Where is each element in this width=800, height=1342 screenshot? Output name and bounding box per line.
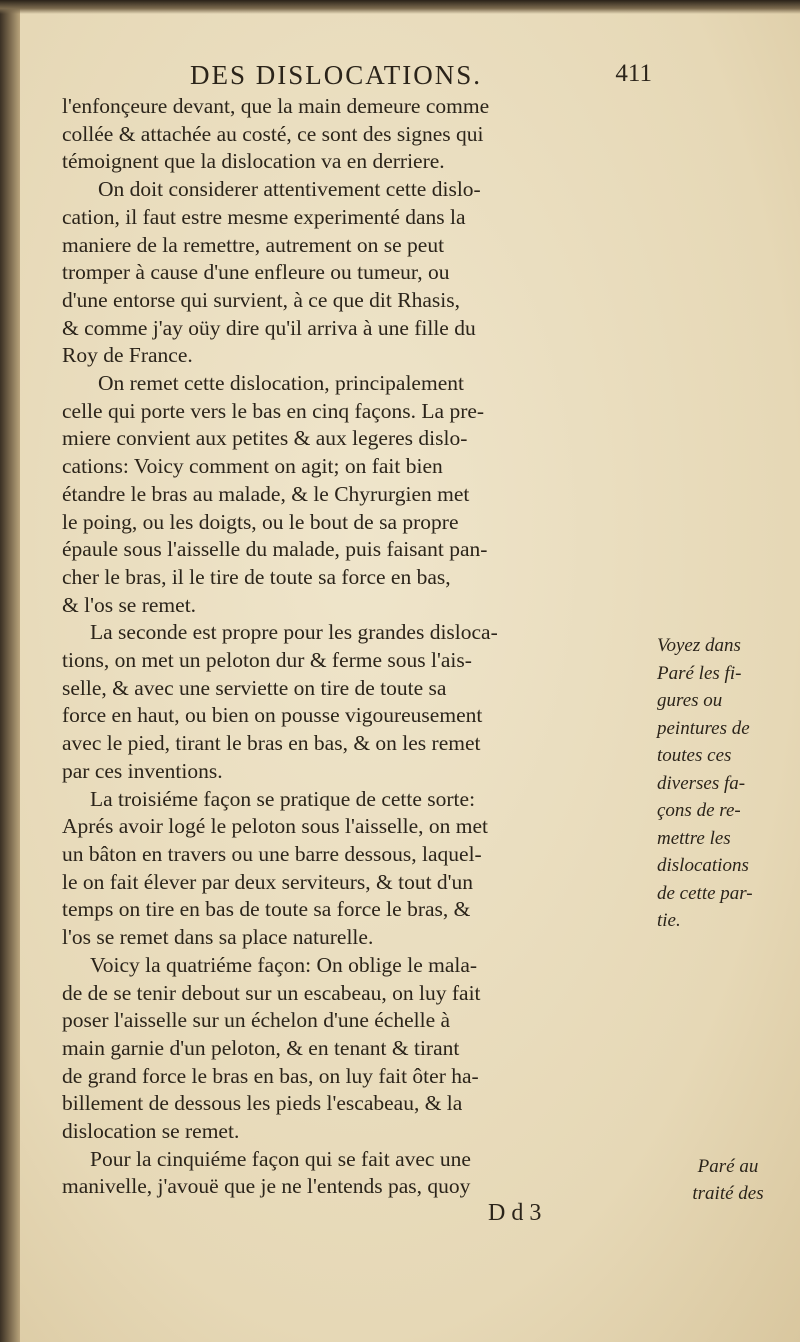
paragraph-start-line: La seconde est propre pour les grandes disloca- [90, 620, 498, 645]
marginal-note-line: mettre les [657, 827, 731, 849]
main-text-block [62, 93, 650, 1201]
marginal-note-line: Voyez dans [657, 635, 741, 656]
paragraph-start-line: On doit considerer attentivement cette dislo- [98, 177, 481, 202]
text-line: de grand force le bras en bas, on luy fait ôter ha- [62, 1063, 479, 1088]
catchword-signature: D d 3 [488, 1200, 542, 1226]
text-line: manivelle, j'avouë que je ne l'entends pas, quoy [62, 1174, 471, 1199]
text-line: le poing, ou les doigts, ou le bout de sa propre [62, 509, 459, 534]
marginal-note-line: Paré les fi- [657, 662, 742, 684]
text-line: selle, & avec une serviette on tire de toute sa [62, 675, 447, 700]
marginal-note-line: peintures de [657, 717, 750, 739]
running-title: DES DISLOCATIONS. [190, 60, 483, 90]
text-line: cations: Voicy comment on agit; on fait bien [62, 454, 443, 479]
paragraph-start-line: Pour la cinquiéme façon qui se fait avec une [90, 1146, 471, 1171]
paragraph-start-line: La troisiéme façon se pratique de cette sorte: [90, 786, 476, 811]
text-line: tions, on met un peloton dur & ferme sous l'ais- [62, 648, 472, 673]
text-line: un bâton en travers ou une barre dessous, laquel- [62, 841, 482, 866]
text-line: de de se tenir debout sur un escabeau, on luy fait [62, 980, 481, 1005]
text-line: d'une entorse qui survient, à ce que dit Rhasis, [62, 287, 460, 312]
marginal-note-line: de cette par- [657, 882, 753, 904]
text-line: Aprés avoir logé le peloton sous l'aisselle, on met [62, 814, 489, 839]
text-line: dislocation se remet. [62, 1119, 240, 1144]
marginal-note-line: diverses fa- [657, 772, 746, 794]
book-spine-shadow [0, 0, 20, 1342]
text-line: billement de dessous les pieds l'escabeau, & la [62, 1091, 463, 1116]
page-number: 411 [615, 60, 652, 87]
text-line: épaule sous l'aisselle du malade, puis faisant pan- [62, 537, 488, 562]
text-line: & l'os se remet. [62, 592, 197, 617]
text-line: poser l'aisselle sur un échelon d'une échelle à [62, 1008, 451, 1033]
text-line: témoignent que la dislocation va en derriere. [62, 149, 445, 174]
text-line: cation, il faut estre mesme experimenté dans la [62, 204, 466, 229]
marginal-note-line: gures ou [657, 690, 723, 711]
page-header [60, 58, 660, 94]
text-line: maniere de la remettre, autrement on se peut [62, 232, 445, 257]
text-line: étandre le bras au malade, & le Chyrurgien met [62, 481, 470, 506]
marginal-note-line: traité des [692, 1183, 764, 1204]
text-line: avec le pied, tirant le bras en bas, & on les remet [62, 731, 481, 756]
text-line: l'os se remet dans sa place naturelle. [62, 925, 374, 950]
marginal-note-line: toutes ces [657, 745, 732, 766]
marginal-note-line: Paré au [697, 1156, 759, 1177]
text-line: main garnie d'un peloton, & en tenant & tirant [62, 1035, 460, 1060]
marginal-note-line: dislocations [657, 855, 749, 876]
text-line: l'enfonçeure devant, que la main demeure comme [62, 94, 490, 118]
page-top-edge [0, 0, 800, 14]
marginal-note-line: çons de re- [657, 800, 741, 821]
paragraph-start-line: Voicy la quatriéme façon: On oblige le mala- [90, 952, 478, 977]
text-line: par ces inventions. [62, 758, 223, 783]
text-line: & comme j'ay oüy dire qu'il arriva à une fille du [62, 315, 476, 340]
marginal-note-reference [660, 1153, 796, 1207]
text-line: cher le bras, il le tire de toute sa force en bas, [62, 564, 451, 589]
text-line: temps on tire en bas de toute sa force le bras, & [62, 897, 471, 922]
text-line: miere convient aux petites & aux legeres dislo- [62, 426, 468, 451]
marginal-note-line: tie. [657, 910, 681, 931]
text-line: Roy de France. [62, 343, 193, 368]
text-line: collée & attachée au costé, ce sont des signes qui [62, 121, 484, 146]
text-line: tromper à cause d'une enfleure ou tumeur, ou [62, 260, 450, 285]
text-line: force en haut, ou bien on pousse vigoureusement [62, 703, 483, 728]
paragraph-start-line: On remet cette dislocation, principalement [98, 371, 464, 396]
text-line: le on fait élever par deux serviteurs, & tout d'un [62, 869, 474, 894]
text-line: celle qui porte vers le bas en cinq façons. La pre- [62, 398, 485, 423]
marginal-note [657, 632, 793, 935]
